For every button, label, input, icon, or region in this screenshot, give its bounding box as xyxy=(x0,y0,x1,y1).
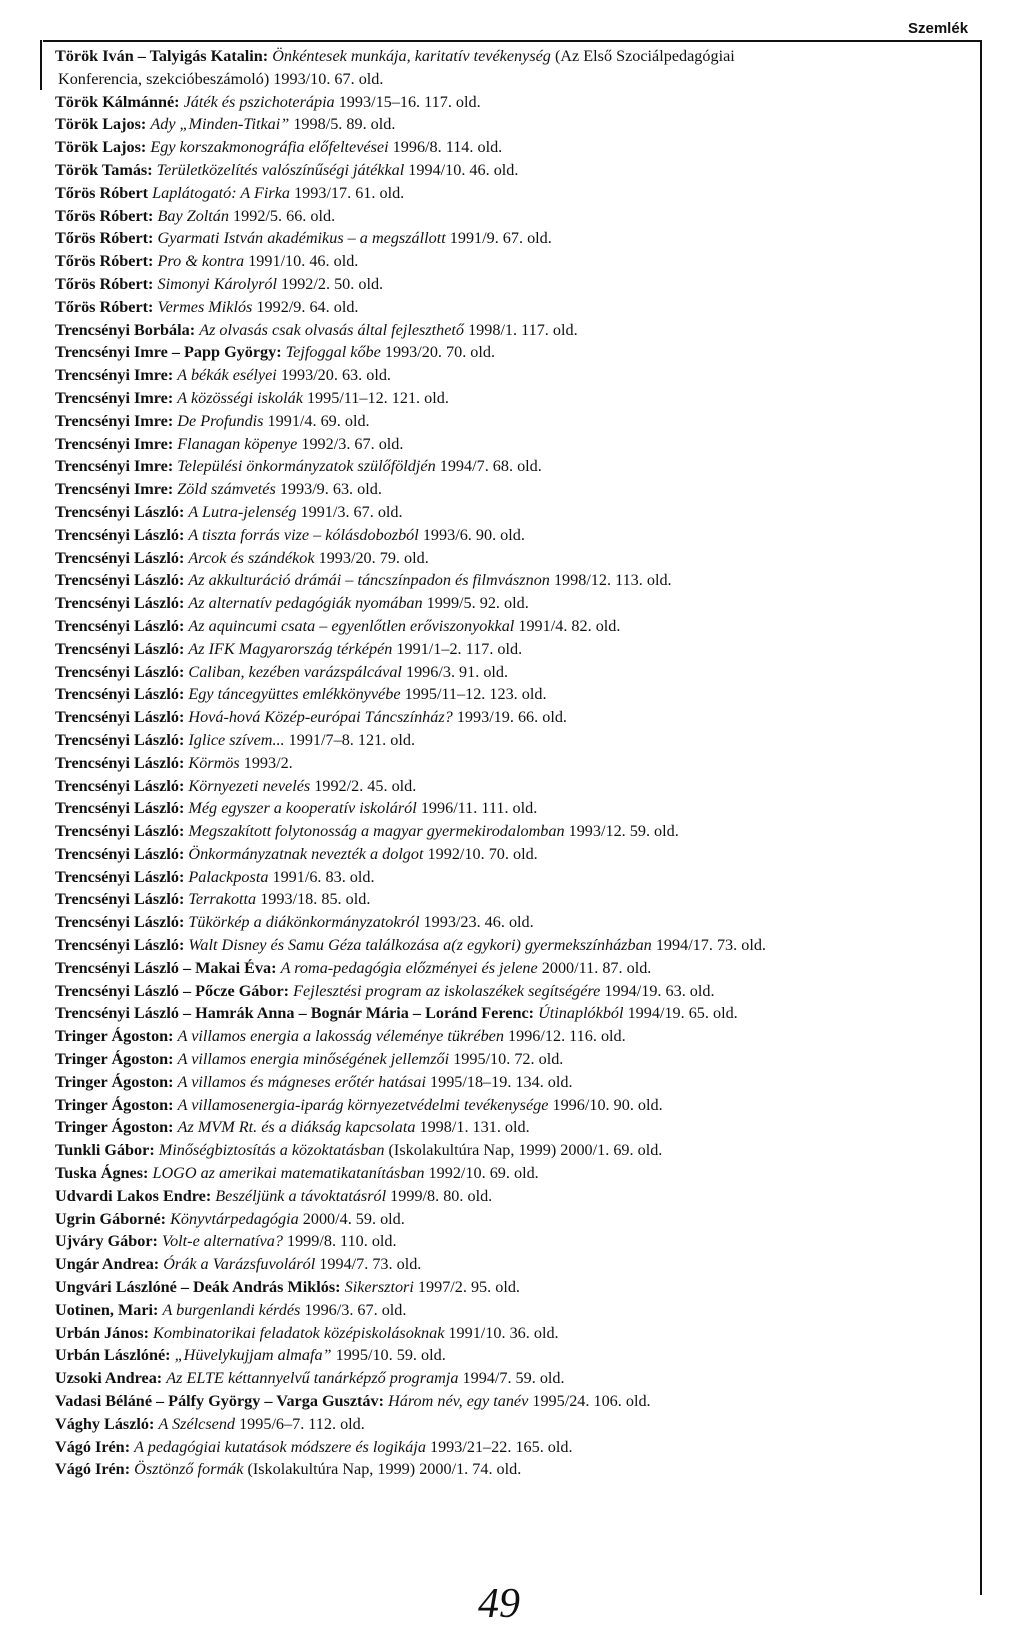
entry-title: Zöld számvetés xyxy=(177,480,276,499)
entry-title: Pro & kontra xyxy=(157,252,245,271)
entry-details: 1993/17. 61. old. xyxy=(290,183,405,202)
entry-details: 1995/18–19. 134. old. xyxy=(425,1072,573,1091)
bibliography-entry xyxy=(55,455,975,478)
entry-author: Trencsényi László: xyxy=(55,616,185,635)
bibliography-entry xyxy=(55,319,975,342)
entry-title: LOGO az amerikai matematikatanításban xyxy=(152,1164,425,1183)
entry-title: De Profundis xyxy=(177,411,264,430)
entry-author: Tőrös Róbert: xyxy=(55,206,154,225)
entry-title: Hová-hová Közép-európai Táncszínház? xyxy=(188,708,453,727)
bibliography-entry xyxy=(55,433,975,456)
entry-title: Egy korszakmonográfia előfeltevései xyxy=(150,138,389,157)
entry-details: 1993/6. 90. old. xyxy=(418,525,525,544)
entry-author: Tunkli Gábor: xyxy=(55,1141,155,1160)
entry-details: 1992/3. 67. old. xyxy=(297,434,404,453)
bibliography-entry xyxy=(55,1139,975,1162)
bibliography-entry xyxy=(55,592,975,615)
entry-title: Az olvasás csak olvasás által fejleszthető xyxy=(199,320,465,339)
bibliography-entry xyxy=(55,1208,975,1231)
bibliography-entry xyxy=(55,478,975,501)
left-rule xyxy=(40,40,42,90)
entry-author: Trencsényi László: xyxy=(55,594,185,613)
entry-title: A villamosenergia-iparág környezetvédelmi tevékenysége xyxy=(177,1095,549,1114)
bibliography-entry xyxy=(55,1253,975,1276)
entry-title: Települési önkormányzatok szülőföldjén xyxy=(177,457,436,476)
entry-title: Könyvtárpedagógia xyxy=(170,1209,299,1228)
bibliography-entry xyxy=(55,91,975,114)
entry-author: Török Iván – Talyigás Katalin: xyxy=(55,47,269,65)
entry-title: Az MVM Rt. és a diákság kapcsolata xyxy=(177,1118,416,1137)
bibliography-entry xyxy=(55,1048,975,1071)
entry-title: Az ELTE kéttannyelvű tanárképző programja xyxy=(166,1369,459,1388)
entry-title: Az IFK Magyarország térképén xyxy=(188,639,393,658)
entry-author: Török Kálmánné: xyxy=(55,92,180,111)
entry-details: 1998/1. 131. old. xyxy=(415,1118,530,1137)
entry-details: 1994/7. 68. old. xyxy=(435,457,542,476)
bibliography-entry xyxy=(55,547,975,570)
bibliography-entry xyxy=(55,683,975,706)
entry-title: Sikersztori xyxy=(344,1278,414,1297)
entry-author: Trencsényi Imre: xyxy=(55,457,174,476)
entry-author: Tringer Ágoston: xyxy=(55,1095,174,1114)
entry-author: Trencsényi László – Hamrák Anna – Bognár Mária – Loránd Ferenc: xyxy=(55,1004,535,1023)
bibliography-entry xyxy=(55,752,975,775)
entry-title: Ösztönző formák xyxy=(134,1460,244,1479)
entry-title: Ady „Minden-Titkai” xyxy=(150,115,290,134)
entry-author: Trencsényi Imre: xyxy=(55,388,174,407)
entry-details: 1992/10. 70. old. xyxy=(423,844,538,863)
entry-details: 1993/12. 59. old. xyxy=(564,822,679,841)
entry-author: Trencsényi Imre: xyxy=(55,366,174,385)
bibliography-entry xyxy=(55,387,975,410)
entry-details: 1991/9. 67. old. xyxy=(445,229,552,248)
entry-author: Trencsényi László: xyxy=(55,890,185,909)
bibliography-entry xyxy=(55,980,975,1003)
bibliography-list xyxy=(55,45,975,1481)
entry-details: 2000/4. 59. old. xyxy=(298,1209,405,1228)
entry-title: Önkéntesek munkája, karitatív tevékenység xyxy=(272,47,551,65)
entry-details: 1996/8. 114. old. xyxy=(388,138,503,157)
entry-title: Az akkulturáció drámái – táncszínpadon és filmvásznon xyxy=(188,571,550,590)
bibliography-entry xyxy=(55,1390,975,1413)
entry-author: Török Lajos: xyxy=(55,115,147,134)
entry-details: 1998/1. 117. old. xyxy=(464,320,578,339)
bibliography-entry xyxy=(55,729,975,752)
entry-author: Tőrös Róbert: xyxy=(55,229,154,248)
entry-details: 1991/6. 83. old. xyxy=(268,867,375,886)
entry-title: Iglice szívem... xyxy=(188,730,285,749)
entry-author: Trencsényi László: xyxy=(55,822,185,841)
entry-title: A pedagógiai kutatások módszere és logikája xyxy=(134,1437,426,1456)
entry-author: Uotinen, Mari: xyxy=(55,1300,159,1319)
entry-details: 1996/10. 90. old. xyxy=(548,1095,663,1114)
entry-details: (Iskolakultúra Nap, 1999) 2000/1. 74. old. xyxy=(243,1460,522,1479)
entry-author: Trencsényi László: xyxy=(55,799,185,818)
entry-details: 1998/12. 113. old. xyxy=(549,571,672,590)
entry-author: Török Lajos: xyxy=(55,138,147,157)
entry-details: (Iskolakultúra Nap, 1999) 2000/1. 69. old. xyxy=(384,1141,663,1160)
entry-details: 1994/17. 73. old. xyxy=(651,936,766,955)
entry-title: A Szélcsend xyxy=(158,1414,236,1433)
entry-details: 1993/23. 46. old. xyxy=(419,913,534,932)
entry-title: Környezeti nevelés xyxy=(188,776,311,795)
entry-author: Tringer Ágoston: xyxy=(55,1118,174,1137)
entry-author: Trencsényi László: xyxy=(55,776,185,795)
entry-title: Palackposta xyxy=(188,867,269,886)
entry-author: Trencsényi László: xyxy=(55,936,185,955)
entry-details: 1991/10. 46. old. xyxy=(244,252,359,271)
bibliography-entry xyxy=(55,182,975,205)
entry-title: Laplátogató: A Firka xyxy=(152,183,291,202)
entry-details: 1992/2. 50. old. xyxy=(276,274,384,293)
entry-details: 1991/7–8. 121. old. xyxy=(284,730,415,749)
entry-details: 1992/5. 66. old. xyxy=(229,206,336,225)
entry-title: A közösségi iskolák xyxy=(177,388,303,407)
entry-title: Minőségbiztosítás a közoktatásban xyxy=(158,1141,385,1160)
entry-author: Ungvári Lászlóné – Deák András Miklós: xyxy=(55,1278,341,1297)
bibliography-entry xyxy=(55,638,975,661)
bibliography-entry xyxy=(55,888,975,911)
entry-details: 1994/7. 73. old. xyxy=(315,1255,422,1274)
entry-title: Volt-e alternatíva? xyxy=(162,1232,283,1251)
entry-author: Trencsényi László: xyxy=(55,708,185,727)
bibliography-entry xyxy=(55,615,975,638)
bibliography-entry xyxy=(55,501,975,524)
entry-author: Tőrös Róbert: xyxy=(55,252,154,271)
bibliography-entry xyxy=(55,296,975,319)
bibliography-entry xyxy=(55,341,975,364)
entry-author: Trencsényi László – Makai Éva: xyxy=(55,958,277,977)
entry-author: Tringer Ágoston: xyxy=(55,1072,174,1091)
entry-title: Egy táncegyüttes emlékkönyvébe xyxy=(188,685,401,704)
entry-author: Tőrös Róbert: xyxy=(55,274,154,293)
bibliography-entry xyxy=(55,1162,975,1185)
entry-title: Körmös xyxy=(188,753,240,772)
entry-details: 1994/19. 65. old. xyxy=(623,1004,738,1023)
entry-author: Trencsényi László: xyxy=(55,662,185,681)
bibliography-entry xyxy=(55,68,975,91)
entry-author: Vágó Irén: xyxy=(55,1460,131,1479)
entry-details: 1991/10. 36. old. xyxy=(444,1323,559,1342)
entry-title: Az aquincumi csata – egyenlőtlen erőviszonyokkal xyxy=(188,616,515,635)
entry-author: Trencsényi Imre – Papp György: xyxy=(55,343,282,362)
entry-author: Ungár Andrea: xyxy=(55,1255,160,1274)
entry-details: 1995/6–7. 112. old. xyxy=(235,1414,365,1433)
entry-details: 1993/20. 79. old. xyxy=(314,548,429,567)
entry-author: Vághy László: xyxy=(55,1414,155,1433)
bibliography-entry xyxy=(55,250,975,273)
bibliography-entry xyxy=(55,843,975,866)
entry-title: Tejfoggal kőbe xyxy=(285,343,381,362)
bibliography-entry xyxy=(55,1299,975,1322)
bibliography-entry xyxy=(55,45,975,68)
entry-title: Terrakotta xyxy=(188,890,257,909)
entry-author: Tringer Ágoston: xyxy=(55,1050,174,1069)
bibliography-entry xyxy=(55,1458,975,1481)
entry-author: Trencsényi László: xyxy=(55,730,185,749)
bibliography-entry xyxy=(55,113,975,136)
section-header: Szemlék xyxy=(908,20,969,37)
entry-details: 1995/11–12. 123. old. xyxy=(400,685,547,704)
entry-title: Flanagan köpenye xyxy=(177,434,298,453)
page-number: 49 xyxy=(478,1581,520,1627)
entry-author: Vágó Irén: xyxy=(55,1437,131,1456)
entry-details: 1999/8. 80. old. xyxy=(386,1186,493,1205)
bibliography-entry xyxy=(55,569,975,592)
entry-title: Tükörkép a diákönkormányzatokról xyxy=(188,913,420,932)
entry-details: 1992/9. 64. old. xyxy=(252,297,359,316)
bibliography-entry xyxy=(55,797,975,820)
entry-title: Beszéljünk a távoktatásról xyxy=(215,1186,387,1205)
entry-details: 1991/3. 67. old. xyxy=(296,502,403,521)
entry-title: Megszakított folytonosság a magyar gyermekirodalomban xyxy=(188,822,565,841)
entry-details: 1995/24. 106. old. xyxy=(528,1392,651,1411)
entry-details: 1994/7. 59. old. xyxy=(458,1369,565,1388)
entry-details: 1993/9. 63. old. xyxy=(275,480,382,499)
bibliography-entry xyxy=(55,136,975,159)
entry-author: Trencsényi László: xyxy=(55,571,185,590)
bibliography-entry xyxy=(55,1367,975,1390)
entry-title: Órák a Varázsfuvoláról xyxy=(163,1255,316,1274)
entry-details: 1993/20. 70. old. xyxy=(380,343,496,362)
entry-author: Urbán János: xyxy=(55,1323,149,1342)
bibliography-entry xyxy=(55,911,975,934)
entry-title: A Lutra-jelenség xyxy=(188,502,297,521)
entry-details: 1994/10. 46. old. xyxy=(404,160,519,179)
entry-title: A tiszta forrás vize – kólásdobozból xyxy=(188,525,419,544)
entry-author: Udvardi Lakos Endre: xyxy=(55,1186,212,1205)
bibliography-entry xyxy=(55,1436,975,1459)
entry-title: Simonyi Károlyról xyxy=(157,274,277,293)
entry-title: Gyarmati István akadémikus – a megszállott xyxy=(157,229,446,248)
entry-author: Trencsényi Imre: xyxy=(55,411,174,430)
bibliography-entry xyxy=(55,866,975,889)
entry-author: Trencsényi Imre: xyxy=(55,434,174,453)
bibliography-entry xyxy=(55,1071,975,1094)
entry-details: 1991/4. 69. old. xyxy=(263,411,370,430)
entry-details: 1993/19. 66. old. xyxy=(452,708,567,727)
bibliography-entry xyxy=(55,661,975,684)
entry-details: 1995/11–12. 121. old. xyxy=(302,388,449,407)
bibliography-entry xyxy=(55,1322,975,1345)
entry-details: 1996/11. 111. old. xyxy=(416,799,538,818)
entry-author: Török Tamás: xyxy=(55,160,153,179)
bibliography-entry xyxy=(55,1002,975,1025)
entry-author: Trencsényi László: xyxy=(55,639,185,658)
entry-author: Vadasi Béláné – Pálfy György – Varga Gusztáv: xyxy=(55,1392,385,1411)
entry-details: 1997/2. 95. old. xyxy=(413,1278,520,1297)
entry-author: Tőrös Róbert: xyxy=(55,297,154,316)
entry-author: Trencsényi László: xyxy=(55,867,185,886)
bibliography-entry xyxy=(55,934,975,957)
bibliography-entry xyxy=(55,1185,975,1208)
entry-author: Trencsényi László: xyxy=(55,525,185,544)
entry-details: 1992/2. 45. old. xyxy=(310,776,417,795)
bibliography-entry xyxy=(55,1116,975,1139)
entry-details: (Az Első Szociálpedagógiai xyxy=(550,47,735,65)
entry-author: Tuska Ágnes: xyxy=(55,1164,149,1183)
entry-title: Walt Disney és Samu Géza találkozása a(z egykori) gyermekszínházban xyxy=(188,936,652,955)
entry-title: A burgenlandi kérdés xyxy=(162,1300,301,1319)
entry-title: Útinaplókból xyxy=(538,1004,624,1023)
entry-title: Az alternatív pedagógiák nyomában xyxy=(188,594,423,613)
bibliography-entry xyxy=(55,273,975,296)
entry-details: 1996/3. 67. old. xyxy=(300,1300,407,1319)
entry-author: Trencsényi László: xyxy=(55,753,185,772)
bibliography-entry xyxy=(55,957,975,980)
bibliography-entry xyxy=(55,227,975,250)
bibliography-entry xyxy=(55,1276,975,1299)
entry-author: Ugrin Gáborné: xyxy=(55,1209,167,1228)
entry-details: 1999/5. 92. old. xyxy=(422,594,529,613)
entry-title: „Hüvelykujjam almafa” xyxy=(174,1346,332,1365)
entry-author: Urbán Lászlóné: xyxy=(55,1346,171,1365)
entry-title: Három név, egy tanév xyxy=(388,1392,529,1411)
entry-author: Ujváry Gábor: xyxy=(55,1232,158,1251)
bibliography-entry xyxy=(55,1094,975,1117)
entry-details: 1991/4. 82. old. xyxy=(514,616,621,635)
entry-title: Caliban, kezében varázspálcával xyxy=(188,662,402,681)
bibliography-entry xyxy=(55,820,975,843)
entry-details: 1996/12. 116. old. xyxy=(503,1027,626,1046)
entry-details: 1998/5. 89. old. xyxy=(289,115,396,134)
top-rule xyxy=(43,40,981,42)
bibliography-entry xyxy=(55,1230,975,1253)
entry-details: 1995/10. 72. old. xyxy=(449,1050,564,1069)
entry-details: 2000/11. 87. old. xyxy=(537,958,652,977)
bibliography-entry xyxy=(55,706,975,729)
entry-details: 1994/19. 63. old. xyxy=(600,981,715,1000)
entry-title: Bay Zoltán xyxy=(157,206,229,225)
entry-title: Területközelítés valószínűségi játékkal xyxy=(156,160,405,179)
entry-details: 1999/8. 110. old. xyxy=(282,1232,397,1251)
entry-details: 1993/21–22. 165. old. xyxy=(425,1437,573,1456)
entry-details: 1993/18. 85. old. xyxy=(256,890,371,909)
entry-details: Konferencia, szekcióbeszámoló) 1993/10. 67. old. xyxy=(58,69,384,88)
entry-title: Még egyszer a kooperatív iskoláról xyxy=(188,799,417,818)
entry-author: Trencsényi László: xyxy=(55,913,185,932)
entry-title: Önkormányzatnak nevezték a dolgot xyxy=(188,844,424,863)
entry-details: 1996/3. 91. old. xyxy=(401,662,509,681)
entry-author: Tőrös Róbert xyxy=(55,183,149,202)
entry-details: 1991/1–2. 117. old. xyxy=(392,639,523,658)
entry-title: Játék és pszichoterápia xyxy=(183,92,335,111)
entry-author: Trencsényi László: xyxy=(55,844,185,863)
entry-author: Tringer Ágoston: xyxy=(55,1027,174,1046)
entry-author: Trencsényi László: xyxy=(55,548,185,567)
bibliography-entry xyxy=(55,1344,975,1367)
bibliography-entry xyxy=(55,205,975,228)
entry-title: A roma-pedagógia előzményei és jelene xyxy=(280,958,538,977)
entry-title: A villamos energia minőségének jellemzői xyxy=(177,1050,450,1069)
entry-title: A villamos energia a lakosság véleménye tükrében xyxy=(177,1027,504,1046)
entry-author: Trencsényi László – Pőcze Gábor: xyxy=(55,981,290,1000)
bibliography-entry xyxy=(55,410,975,433)
bibliography-entry xyxy=(55,159,975,182)
bibliography-entry xyxy=(55,1025,975,1048)
entry-author: Uzsoki Andrea: xyxy=(55,1369,163,1388)
entry-title: Arcok és szándékok xyxy=(188,548,315,567)
entry-author: Trencsényi Borbála: xyxy=(55,320,196,339)
bibliography-entry xyxy=(55,1413,975,1436)
bibliography-entry xyxy=(55,524,975,547)
entry-title: Kombinatorikai feladatok középiskolásoknak xyxy=(153,1323,445,1342)
entry-title: Vermes Miklós xyxy=(157,297,253,316)
bibliography-entry xyxy=(55,775,975,798)
entry-details: 1993/20. 63. old. xyxy=(276,366,391,385)
entry-author: Trencsényi László: xyxy=(55,502,185,521)
entry-details: 1992/10. 69. old. xyxy=(424,1164,539,1183)
entry-author: Trencsényi László: xyxy=(55,685,185,704)
right-rule xyxy=(980,40,982,1595)
entry-details: 1993/2. xyxy=(239,753,293,772)
entry-details: 1995/10. 59. old. xyxy=(331,1346,446,1365)
entry-title: A békák esélyei xyxy=(177,366,277,385)
bibliography-entry xyxy=(55,364,975,387)
entry-title: A villamos és mágneses erőtér hatásai xyxy=(177,1072,426,1091)
entry-title: Fejlesztési program az iskolaszékek segítségére xyxy=(293,981,601,1000)
entry-author: Trencsényi Imre: xyxy=(55,480,174,499)
entry-details: 1993/15–16. 117. old. xyxy=(334,92,481,111)
